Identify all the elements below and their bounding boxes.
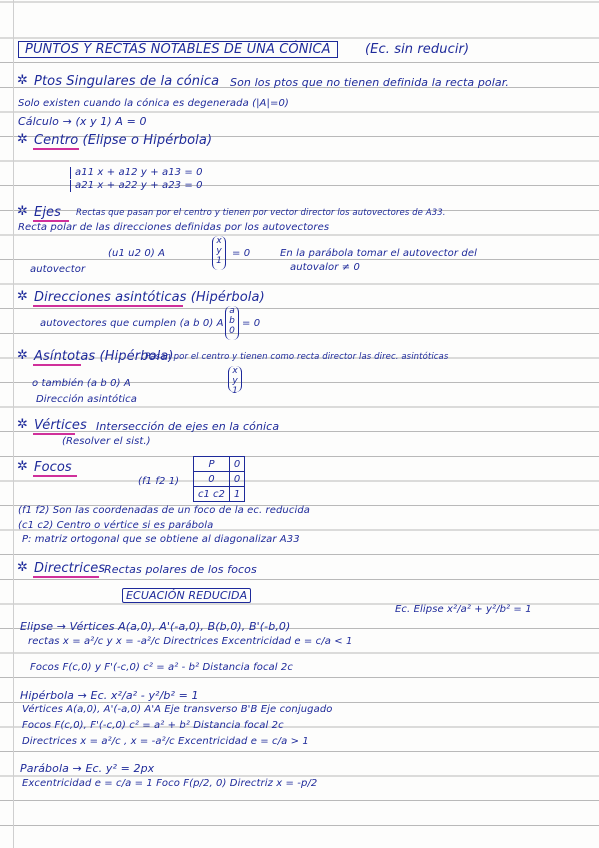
- centro-eq2: a21 x + a22 y + a23 = 0: [70, 180, 203, 192]
- ejes-desc: Rectas que pasan por el centro y tienen por vector director los autovectores de A33.: [76, 208, 446, 218]
- asintotas-vector: x y 1: [228, 366, 242, 392]
- singular-desc: Son los ptos que no tienen definida la recta polar.: [230, 76, 509, 89]
- ejes-vector: x y 1: [212, 236, 226, 270]
- asintotas-title: Asíntotas (Hipérbola): [34, 349, 174, 364]
- dir-asint-line: autovectores que cumplen (a b 0) A: [40, 318, 224, 329]
- singular-line2: Solo existen cuando la cónica es degenerada (|A|=0): [18, 98, 289, 109]
- ejes-line2: Recta polar de las direcciones definidas por los autovectores: [18, 222, 330, 233]
- focos-lhs: (f1 f2 1): [138, 476, 180, 487]
- ejes-eq: (u1 u2 0) A: [108, 248, 166, 259]
- page-title: PUNTOS Y RECTAS NOTABLES DE UNA CÓNICA: [18, 41, 338, 58]
- dir-asint-vector: a b 0: [225, 306, 239, 340]
- page-subtitle: (Ec. sin reducir): [365, 42, 470, 57]
- asintotas-desc: Pasan por el centro y tienen como recta director las direc. asintóticas: [145, 352, 449, 362]
- star-icon: ✲: [17, 204, 28, 219]
- star-icon: ✲: [17, 417, 28, 432]
- directrices-desc: Rectas polares de los focos: [104, 563, 257, 576]
- focos-line1: (f1 f2) Son las coordenadas de un foco de la ec. reducida: [18, 505, 311, 516]
- focos-line2: (c1 c2) Centro o vértice si es parábola: [18, 520, 214, 531]
- underline: [33, 148, 79, 150]
- hip-line1: Hipérbola → Ec. x²/a² - y²/b² = 1: [20, 689, 199, 702]
- vertices-desc: Intersección de ejes en la cónica: [96, 420, 280, 433]
- focos-title: Focos: [34, 460, 72, 475]
- elipse-line2: rectas x = a²/c y x = -a²/c Directrices Excentricidad e = c/a < 1: [28, 636, 353, 647]
- asintotas-line2: o también (a b 0) A: [32, 378, 131, 389]
- elipse-line3: Focos F(c,0) y F'(-c,0) c² = a² - b² Distancia focal 2c: [30, 662, 293, 673]
- ejes-title: Ejes: [34, 205, 61, 220]
- dir-asint-title: Direcciones asintóticas (Hipérbola): [34, 290, 265, 305]
- hip-line3: Focos F(c,0), F'(-c,0) c² = a² + b² Distancia focal 2c: [22, 720, 284, 731]
- underline: [33, 364, 81, 366]
- hip-line4: Directrices x = a²/c , x = -a²/c Excentricidad e = c/a > 1: [22, 736, 309, 747]
- singular-title: Ptos Singulares de la cónica: [34, 74, 220, 89]
- par-line2: Excentricidad e = c/a = 1 Foco F(p/2, 0) Directriz x = -p/2: [22, 778, 318, 789]
- dir-asint-eqtail: = 0: [242, 318, 261, 329]
- star-icon: ✲: [17, 132, 28, 147]
- underline: [33, 305, 183, 307]
- elipse-ec: Ec. Elipse x²/a² + y²/b² = 1: [395, 604, 532, 615]
- star-icon: ✲: [17, 560, 28, 575]
- margin-line: [13, 0, 14, 848]
- centro-eq1: a11 x + a12 y + a13 = 0: [70, 167, 203, 179]
- star-icon: ✲: [17, 289, 28, 304]
- star-icon: ✲: [17, 73, 28, 88]
- underline: [33, 433, 75, 435]
- vertices-line2: (Resolver el sist.): [62, 436, 151, 447]
- reducida-title: ECUACIÓN REDUCIDA: [122, 588, 251, 603]
- hip-line2: Vértices A(a,0), A'(-a,0) A'A Eje transverso B'B Eje conjugado: [22, 704, 333, 715]
- ejes-note2: autovalor ≠ 0: [290, 262, 360, 273]
- star-icon: ✲: [17, 348, 28, 363]
- vertices-title: Vértices: [34, 418, 87, 433]
- underline: [33, 475, 77, 477]
- underline: [33, 576, 99, 578]
- ejes-label: autovector: [30, 264, 86, 275]
- ejes-note1: En la parábola tomar el autovector del: [280, 248, 477, 259]
- elipse-line1: Elipse → Vértices A(a,0), A'(-a,0), B(b,0), B'(-b,0): [20, 620, 291, 633]
- asintotas-label: Dirección asintótica: [36, 394, 137, 405]
- focos-matrix: P 0 0 0 c1 c2 1: [193, 456, 245, 502]
- par-line1: Parábola → Ec. y² = 2px: [20, 762, 155, 775]
- singular-calc: Cálculo → (x y 1) A = 0: [18, 115, 147, 128]
- centro-title: Centro (Elipse o Hipérbola): [34, 133, 213, 148]
- focos-line3: P: matriz ortogonal que se obtiene al diagonalizar A33: [22, 534, 300, 545]
- star-icon: ✲: [17, 459, 28, 474]
- ejes-eqtail: = 0: [232, 248, 251, 259]
- directrices-title: Directrices: [34, 561, 106, 576]
